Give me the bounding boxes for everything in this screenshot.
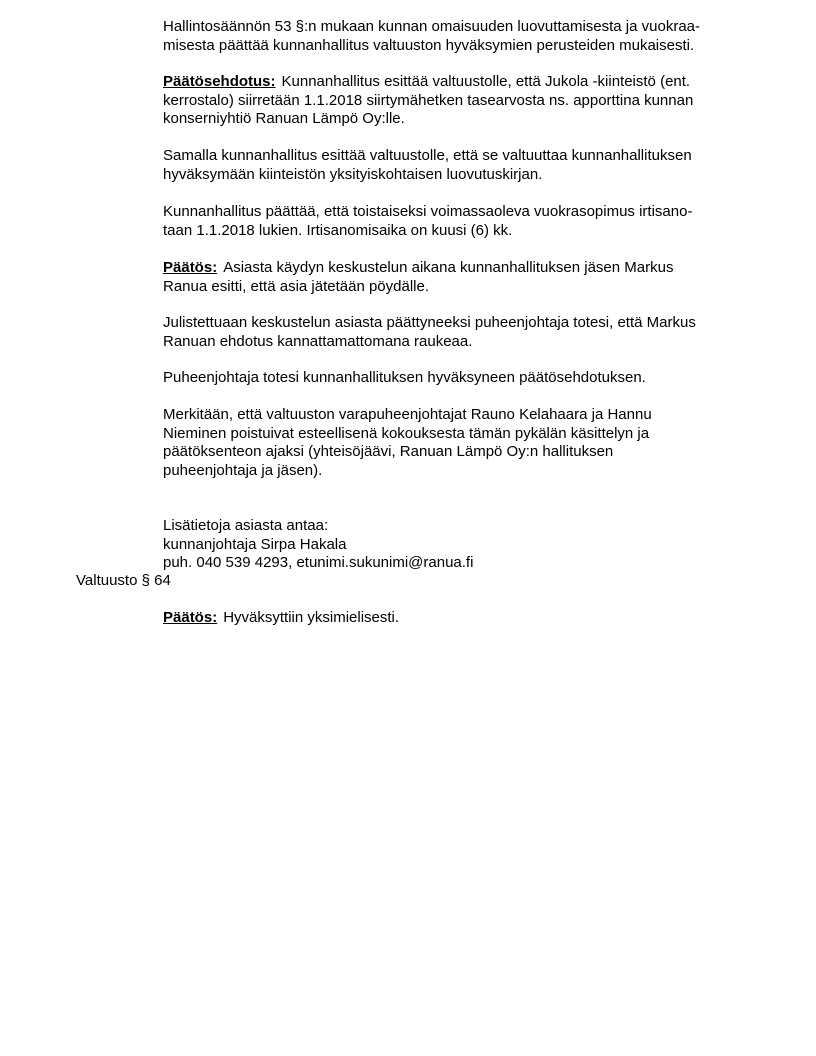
paragraph-hallintosaanto <box>163 18 763 55</box>
paragraph-decision <box>163 259 763 296</box>
text-line: Asiasta käydyn keskustelun aikana kunnanhallituksen jäsen Markus <box>223 259 674 276</box>
text-line: Nieminen poistuivat esteellisenä kokouksesta tämän pykälän käsittelyn ja <box>163 424 650 442</box>
text-line: Ranua esitti, että asia jätetään pöydälle. <box>163 277 430 295</box>
text-line: Hallintosäännön 53 §:n mukaan kunnan omaisuuden luovuttamisesta ja vuokraa- <box>163 18 701 35</box>
contact-phone-email: puh. 040 539 4293, etunimi.sukunimi@ranua.fi <box>163 554 474 571</box>
paragraph-chair-statement <box>163 369 763 388</box>
decision-proposal-label: Päätösehdotus: <box>163 73 276 90</box>
text-line: Julistettuaan keskustelun asiasta päättyneeksi puheenjohtaja totesi, että Markus <box>163 314 696 331</box>
paragraph-lease-termination <box>163 203 763 240</box>
text-line: hyväksymään kiinteistön yksityiskohtaisen luovutuskirjan. <box>163 165 543 183</box>
text-line: Ranuan ehdotus kannattamattomana raukeaa. <box>163 332 473 350</box>
decision-label: Päätös: <box>163 259 218 276</box>
text-line: Merkitään, että valtuuston varapuheenjohtajat Rauno Kelahaara ja Hannu <box>163 406 652 423</box>
paragraph-discussion <box>163 314 763 351</box>
final-decision <box>163 609 763 628</box>
section-heading: Valtuusto § 64 <box>76 572 171 589</box>
text-line: taan 1.1.2018 lukien. Irtisanomisaika on kuusi (6) kk. <box>163 221 513 239</box>
text-line: misesta päättää kunnanhallitus valtuuston hyväksymien perusteiden mukaisesti. <box>163 36 695 54</box>
text-line: Kunnanhallitus esittää valtuustolle, että Jukola -kiinteistö (ent. <box>281 73 691 90</box>
text-line: päätöksenteon ajaksi (yhteisöjäävi, Ranuan Lämpö Oy:n hallituksen <box>163 443 614 460</box>
paragraph-recusal-note <box>163 406 763 480</box>
text-line: kerrostalo) siirretään 1.1.2018 siirtymähetken tasearvosta ns. apporttina kunnan <box>163 91 694 109</box>
text-line: konserniyhtiö Ranuan Lämpö Oy:lle. <box>163 110 405 127</box>
paragraph-authorization <box>163 147 763 184</box>
text-line: Samalla kunnanhallitus esittää valtuustolle, että se valtuuttaa kunnanhallituksen <box>163 147 692 164</box>
text-line: Puheenjohtaja totesi kunnanhallituksen hyväksyneen päätösehdotuksen. <box>163 369 646 386</box>
paragraph-decision-proposal <box>163 73 763 129</box>
contact-heading: Lisätietoja asiasta antaa: <box>163 517 329 534</box>
contact-name: kunnanjohtaja Sirpa Hakala <box>163 535 347 553</box>
final-decision-text: Hyväksyttiin yksimielisesti. <box>223 609 400 626</box>
text-line: Kunnanhallitus päättää, että toistaiseksi voimassaoleva vuokrasopimus irtisano- <box>163 203 693 220</box>
text-line: puheenjohtaja ja jäsen). <box>163 461 323 479</box>
final-decision-label: Päätös: <box>163 609 218 626</box>
contact-info <box>163 517 763 573</box>
